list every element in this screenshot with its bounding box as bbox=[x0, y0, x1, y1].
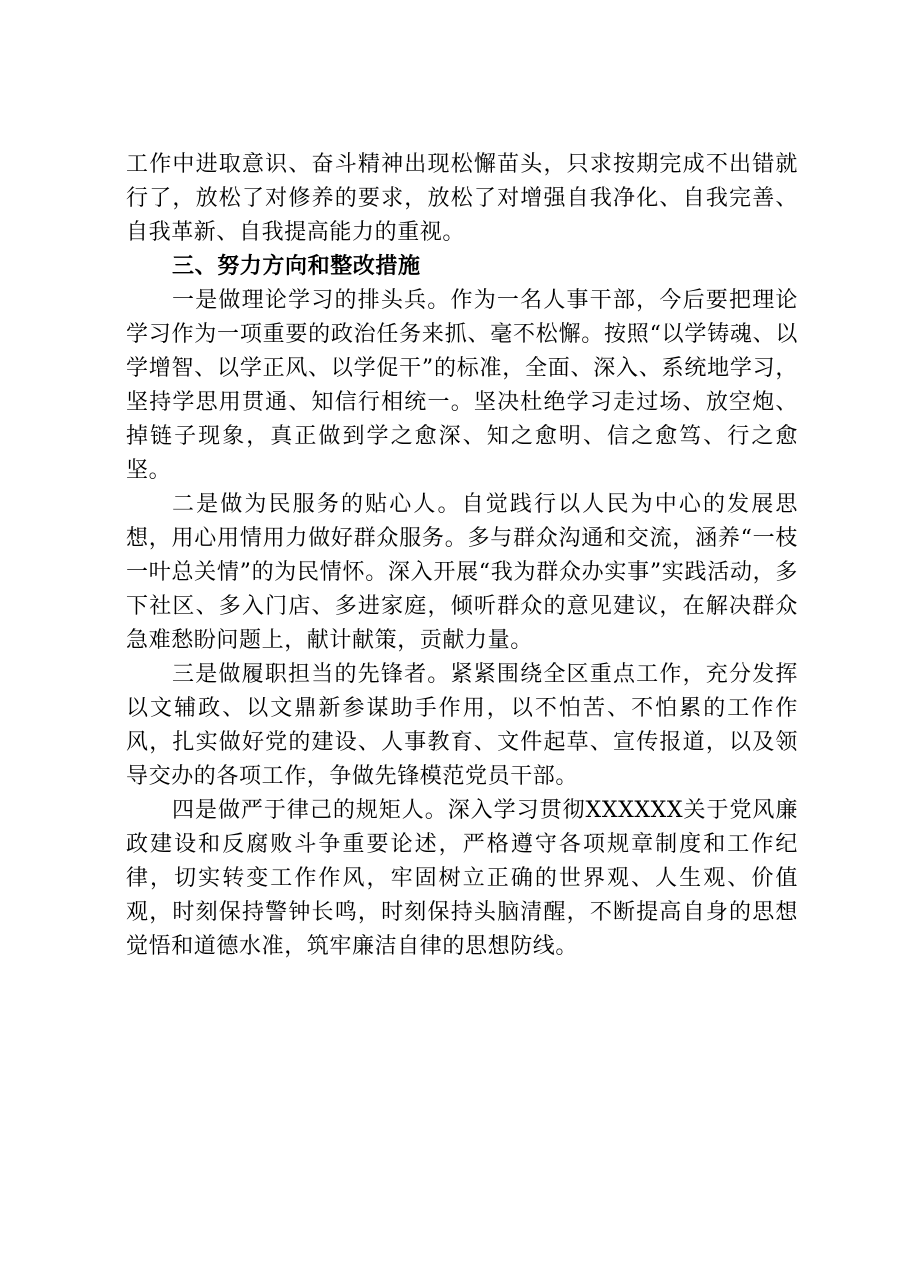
paragraph-serve-people: 二是做为民服务的贴心人。自觉践行以人民为中心的发展思想，用心用情用力做好群众服务。多与群众沟通和交流，涵养“一枝一叶总关情”的为民情怀。深入开展“我为群众办实事”实践活动，多下社区、多入门店、多进家庭，倾听群众的意见建议，在解决群众急难愁盼问题上，献计献策，贡献力量。 bbox=[126, 492, 798, 653]
paragraph-theory-study: 一是做理论学习的排头兵。作为一名人事干部，今后要把理论学习作为一项重要的政治任务来抓、毫不松懈。按照“以学铸魂、以学增智、以学正风、以学促干”的标准，全面、深入、系统地学习，坚持学思用贯通、知信行相统一。坚决杜绝学习走过场、放空炮、掉链子现象，真正做到学之愈深、知之愈明、信之愈笃、行之愈坚。 bbox=[126, 288, 798, 483]
paragraph-duty-pioneer: 三是做履职担当的先锋者。紧紧围绕全区重点工作，充分发挥以文辅政、以文鼎新参谋助手作用，以不怕苦、不怕累的工作作风，扎实做好党的建设、人事教育、文件起草、宣传报道，以及领导交办的各项工作，争做先锋模范党员干部。 bbox=[126, 662, 798, 789]
section-heading: 三、努力方向和整改措施 bbox=[172, 254, 421, 279]
paragraph-self-discipline: 四是做严于律己的规矩人。深入学习贯彻XXXXXX关于党风廉政建设和反腐败斗争重要论述，严格遵守各项规章制度和工作纪律，切实转变工作作风，牢固树立正确的世界观、人生观、价值观，时刻保持警钟长鸣，时刻保持头脑清醒，不断提高自身的思想觉悟和道德水准，筑牢廉洁自律的思想防线。 bbox=[126, 798, 798, 959]
paragraph-continued: 工作中进取意识、奋斗精神出现松懈苗头，只求按期完成不出错就行了，放松了对修养的要求，放松了对增强自我净化、自我完善、自我革新、自我提高能力的重视。 bbox=[126, 152, 798, 245]
document-body bbox=[126, 148, 798, 964]
